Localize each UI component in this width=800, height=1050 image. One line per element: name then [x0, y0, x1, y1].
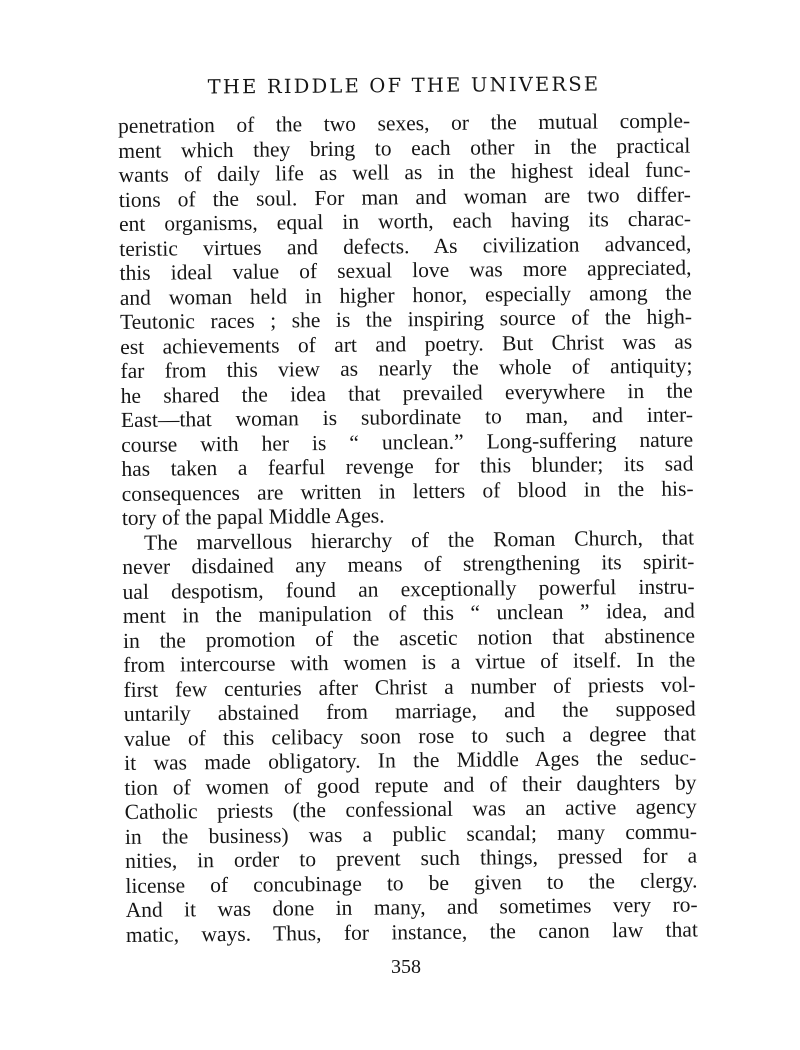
- text-line: ment in the manipulation of this “ unclean ” idea, and: [122, 598, 695, 628]
- text-line: Teutonic races ; she is the inspiring source of the high-: [119, 304, 693, 334]
- text-line: est achievements of art and poetry. But Christ was as: [120, 328, 693, 359]
- text-line: tion of women of good repute and of their daughters by: [124, 769, 697, 800]
- paragraph-1: [118, 109, 694, 531]
- text-line: wants of daily life as well as in the highest ideal func-: [118, 157, 691, 187]
- text-line: penetration of the two sexes, or the mutual comple-: [118, 108, 691, 138]
- text-line: ent organisms, equal in worth, each having its charac-: [118, 206, 692, 236]
- text-line: matic, ways. Thus, for instance, the canon law that: [125, 916, 698, 947]
- text-line: tions of the soul. For man and woman are two differ-: [118, 182, 691, 212]
- text-line: this ideal value of sexual love was more appreciated,: [119, 255, 692, 285]
- text-line: Catholic priests (the confessional was an active agency: [124, 794, 697, 824]
- text-line: it was made obligatory. In the Middle Ages the seduc-: [124, 745, 697, 775]
- text-line: The marvellous hierarchy of the Roman Church, that: [143, 524, 695, 555]
- text-line: far from this view as nearly the whole of antiquity;: [120, 353, 693, 383]
- page-number: 358: [391, 956, 421, 978]
- text-line: And it was done in many, and sometimes very ro-: [125, 892, 698, 922]
- text-line: in the business) was a public scandal; many commu-: [124, 818, 698, 849]
- text-line: nities, in order to prevent such things, pressed for a: [125, 843, 698, 873]
- text-line: East—that woman is subordinate to man, and inter-: [120, 402, 694, 432]
- text-line: first few centuries after Christ a number of priests vol-: [123, 671, 696, 702]
- text-line: value of this celibacy soon rose to such a degree that: [123, 720, 697, 751]
- text-line: consequences are written in letters of blood in the his-: [121, 475, 694, 506]
- text-line: ment which they bring to each other in the practical: [118, 133, 691, 163]
- text-line: teristic virtues and defects. As civilization advanced,: [119, 231, 692, 261]
- text-line: ual despotism, found an exceptionally powerful instru-: [122, 573, 695, 604]
- text-line: never disdained any means of strengthening its spirit-: [122, 549, 695, 579]
- text-line: course with her is “ unclean.” Long-suffering nature: [121, 426, 694, 457]
- running-head: THE RIDDLE OF THE UNIVERSE: [207, 72, 601, 99]
- text-line: he shared the idea that prevailed everywhere in the: [120, 377, 693, 408]
- text-line: in the promotion of the ascetic notion that abstinence: [122, 622, 696, 653]
- body-text: [118, 109, 698, 947]
- text-line: tory of the papal Middle Ages.: [121, 503, 385, 530]
- text-line: untarily abstained from marriage, and the supposed: [123, 696, 696, 726]
- text-line: from intercourse with women is a virtue of itself. In the: [123, 647, 696, 677]
- text-line: license of concubinage to be given to the clergy.: [125, 867, 698, 898]
- text-line: has taken a fearful revenge for this blunder; its sad: [121, 451, 694, 481]
- paragraph-2: [122, 525, 698, 947]
- text-line: and woman held in higher honor, especially among the: [119, 280, 692, 310]
